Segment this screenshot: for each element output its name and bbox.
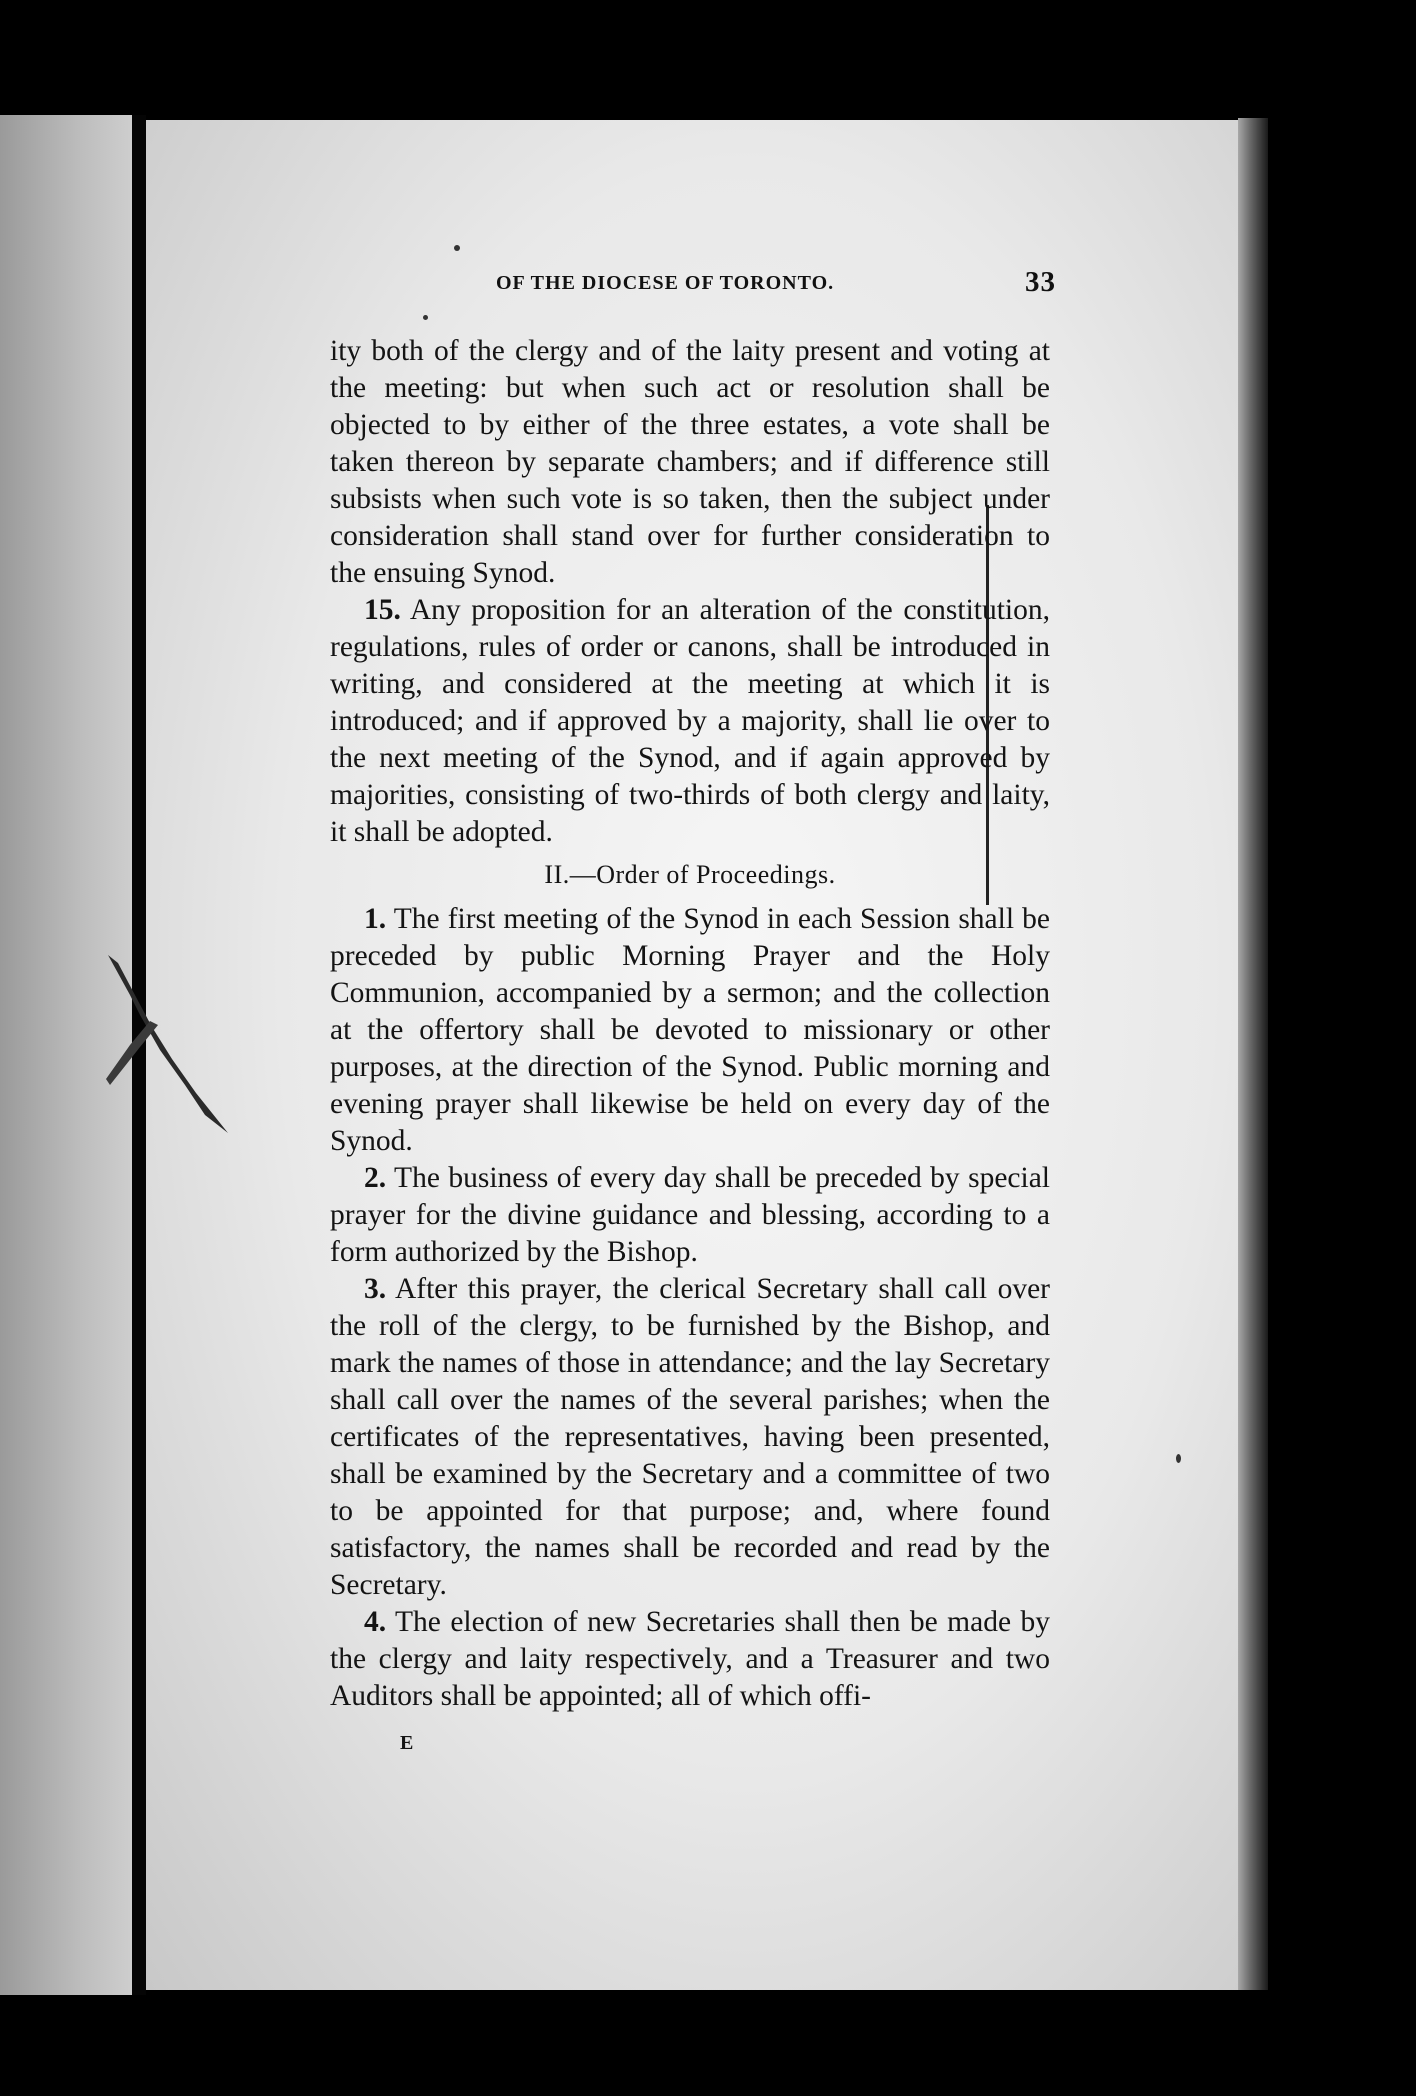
- paragraph-number: 4.: [364, 1606, 387, 1638]
- ink-speck: [423, 315, 428, 320]
- paragraph-text: The first meeting of the Synod in each Session shall be preceded by public Morning Prayer and the Holy Communion, accompanied by a sermon; and the collection at the offertory shall be devoted to missionary or other purposes, at the direction of the Synod. Public morning and evening prayer shall likewise be held on every day of the Synod.: [330, 903, 1051, 1157]
- paragraph-number: 1.: [364, 903, 387, 935]
- paragraph-4: [330, 1604, 1050, 1715]
- paragraph-continued: [330, 333, 1050, 592]
- running-head: [496, 266, 1056, 306]
- paragraph-text: The business of every day shall be preceded by special prayer for the divine guidance and blessing, according to a form authorized by the Bishop.: [330, 1162, 1051, 1268]
- paragraph-15: [330, 592, 1050, 851]
- paragraph-number: 2.: [364, 1162, 387, 1194]
- paragraph-text: Any proposition for an alteration of the constitution, regulations, rules of order or canons, shall be introduced in writing, and considered at the meeting at which it is introduced; and if approved by a majority, shall lie over to the next meeting of the Synod, and if again approved by majorities, consisting of two-thirds of both clergy and laity, it shall be adopted.: [330, 594, 1050, 848]
- running-head-title: OF THE DIOCESE OF TORONTO.: [496, 272, 835, 294]
- paragraph-1: [330, 901, 1050, 1160]
- ink-speck: [1176, 1454, 1181, 1463]
- paragraph-text: The election of new Secretaries shall then be made by the clergy and laity respectively, and a Treasurer and two Auditors shall be appointed; all of which offi-: [330, 1606, 1050, 1712]
- bookmark-ribbon-icon: [100, 955, 240, 1135]
- paragraph-2: [330, 1160, 1050, 1271]
- paragraph-number: 15.: [364, 594, 401, 626]
- paragraph-3: [330, 1271, 1050, 1604]
- page-shadow-edge: [1238, 118, 1268, 1990]
- ink-speck: [454, 245, 460, 251]
- signature-mark: E: [400, 1732, 414, 1754]
- paragraph-text: ity both of the clergy and of the laity present and voting at the meeting: but when such act or resolution shall be objected to by either of the three estates, a vote shall be taken thereon by separate chambers; and if difference still subsists when such vote is so taken, then the subject under consideration shall stand over for further consideration to the ensuing Synod.: [330, 335, 1050, 589]
- paragraph-number: 3.: [364, 1273, 387, 1305]
- page-number: 33: [1025, 266, 1056, 298]
- section-heading: II.—Order of Proceedings.: [544, 860, 836, 889]
- paragraph-text: After this prayer, the clerical Secretary shall call over the roll of the clergy, to be furnished by the Bishop, and mark the names of those in attendance; and the lay Secretary shall call over the names of the several parishes; when the certificates of the representatives, having been presented, shall be examined by the Secretary and a committee of two to be appointed for that purpose; and, where found satisfactory, the names shall be recorded and read by the Secretary.: [330, 1273, 1050, 1601]
- body-text: [330, 333, 1050, 1762]
